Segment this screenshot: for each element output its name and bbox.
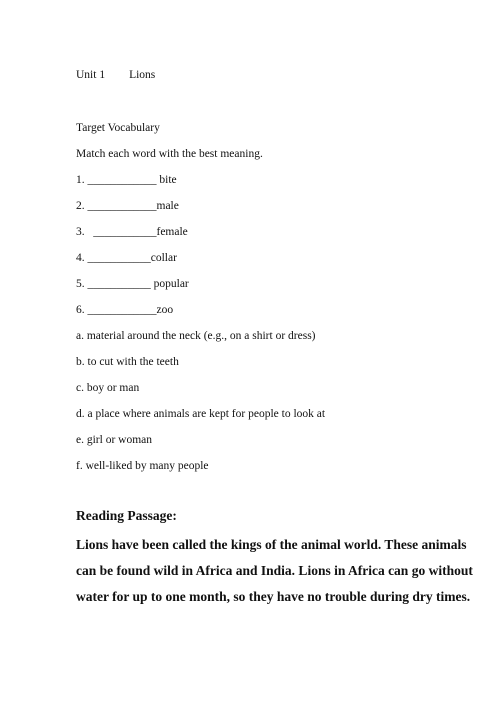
definition-item: b. to cut with the teeth — [76, 356, 179, 368]
vocabulary-item: 1. ____________ bite — [76, 174, 177, 186]
reading-line: can be found wild in Africa and India. Lions in Africa can go without — [76, 563, 473, 578]
unit-title — [76, 68, 155, 82]
reading-passage — [76, 532, 473, 610]
vocabulary-item: 4. ___________collar — [76, 252, 177, 264]
definition-item: d. a place where animals are kept for people to look at — [76, 408, 326, 420]
unit-number: Unit 1 — [76, 69, 106, 81]
definition-item: e. girl or woman — [76, 434, 153, 446]
vocabulary-item: 5. ___________ popular — [76, 278, 189, 290]
vocabulary-item: 6. ____________zoo — [76, 304, 174, 316]
unit-topic: Lions — [129, 69, 156, 81]
vocabulary-item: 3. ___________female — [76, 226, 188, 238]
reading-line: Lions have been called the kings of the animal world. These animals — [76, 537, 467, 552]
vocabulary-item: 2. ____________male — [76, 200, 179, 212]
definition-item: f. well-liked by many people — [76, 460, 209, 472]
reading-line: water for up to one month, so they have no trouble during dry times. — [76, 589, 471, 604]
reading-heading: Reading Passage: — [76, 508, 177, 523]
vocabulary-instruction: Match each word with the best meaning. — [76, 148, 263, 160]
vocabulary-heading: Target Vocabulary — [76, 122, 160, 134]
definition-item: c. boy or man — [76, 382, 140, 394]
definition-item: a. material around the neck (e.g., on a shirt or dress) — [76, 330, 316, 342]
